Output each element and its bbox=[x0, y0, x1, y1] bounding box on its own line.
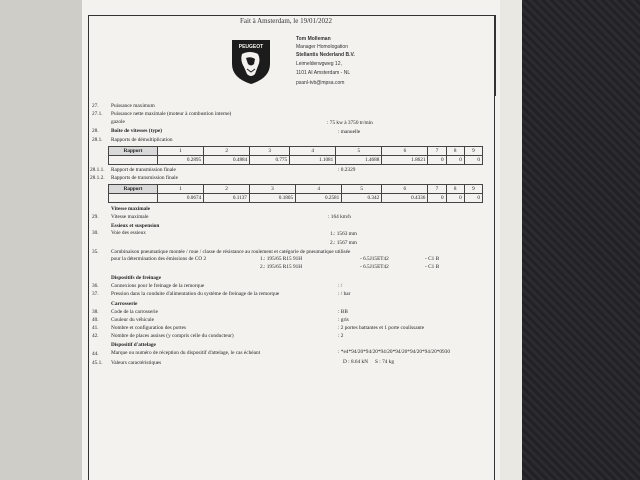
table-header-cell: 1 bbox=[158, 185, 204, 194]
contact-email: psanl-tvb@mpsa.com bbox=[296, 80, 345, 86]
section-heading: Dispositifs de freinage bbox=[111, 275, 161, 281]
row-value: : 75 kw à 3750 tr/min bbox=[327, 120, 373, 126]
table-header-cell: Rapport bbox=[109, 185, 158, 194]
table-cell: 1.4688 bbox=[336, 156, 382, 165]
table-header-cell: 6 bbox=[382, 147, 428, 156]
row-label: Nombre de places assises (y compris celle du conducteur) bbox=[111, 333, 234, 339]
row-value: 1.: 1563 mm bbox=[330, 231, 357, 237]
row-label: Rapport de transmission finale bbox=[111, 167, 176, 173]
section-heading: Carrosserie bbox=[111, 301, 138, 307]
row-num: 28. bbox=[92, 128, 99, 134]
tyre-class: - C1 B bbox=[425, 264, 440, 270]
row-value: : 0.2329 bbox=[338, 167, 356, 173]
row-num: 36. bbox=[92, 283, 99, 289]
section-heading: Essieux et suspension bbox=[111, 223, 160, 229]
table-header-cell: 5 bbox=[342, 185, 382, 194]
row-num: 28.1. bbox=[92, 137, 103, 143]
tyre-size: 1.: 195/65 R15 91H bbox=[260, 256, 303, 262]
row-label: Puissance nette maximale (moteur à combustion interne) bbox=[111, 111, 232, 117]
row-value: : / bar bbox=[338, 291, 351, 297]
row-label: Rapports de transmission finale bbox=[111, 175, 178, 181]
row-num: 27.1. bbox=[92, 111, 103, 117]
background-fabric bbox=[520, 0, 640, 480]
row-num: 41. bbox=[92, 325, 99, 331]
gear-ratio-table bbox=[108, 146, 483, 165]
row-label: Nombre et configuration des portes bbox=[111, 325, 187, 331]
table-cell: 0.1805 bbox=[249, 194, 295, 203]
section-heading: Vitesse maximale bbox=[111, 206, 151, 212]
table-cell: 1.1081 bbox=[290, 156, 336, 165]
row-num: 40. bbox=[92, 317, 99, 323]
table-header-cell: 3 bbox=[249, 185, 295, 194]
table-cell bbox=[109, 194, 158, 203]
row-label: Combinaison pneumatique montée / roue / classe de résistance au roulement et catégorie de pneumatique utilisée bbox=[111, 249, 351, 255]
tyre-size: 2.: 195/65 R15 91H bbox=[260, 264, 303, 270]
table-cell: 0.2581 bbox=[296, 194, 342, 203]
contact-role: Manager Homologation bbox=[296, 44, 348, 50]
table-header-cell: 6 bbox=[382, 185, 428, 194]
table-header-cell: 7 bbox=[428, 185, 446, 194]
row-value: 2.: 1567 mm bbox=[330, 240, 357, 246]
row-value: D : 8.64 kN bbox=[343, 359, 369, 365]
table-header-cell: 2 bbox=[204, 147, 250, 156]
table-cell: 0 bbox=[428, 194, 446, 203]
row-num: 38. bbox=[92, 309, 99, 315]
table-cell: 0.4336 bbox=[382, 194, 428, 203]
row-value: S : 74 kg bbox=[375, 359, 394, 365]
row-label: Valeurs caractéristiques bbox=[111, 360, 162, 366]
rim-size: - 6.5J15ET42 bbox=[360, 264, 389, 270]
row-label: gazole bbox=[111, 119, 125, 125]
row-label: Boîte de vitesses (type) bbox=[111, 128, 163, 134]
row-num: 28.1.1. bbox=[90, 167, 105, 173]
row-num: 27. bbox=[92, 103, 99, 109]
table-cell: 0.775 bbox=[250, 156, 290, 165]
row-value: : BB bbox=[338, 309, 348, 315]
background-left bbox=[0, 0, 82, 480]
table-header-cell: 4 bbox=[296, 185, 342, 194]
contact-company: Stellantis Nederland B.V. bbox=[296, 52, 355, 58]
row-num: 35. bbox=[92, 249, 99, 255]
logo-text: PEUGEOT bbox=[238, 44, 264, 50]
contact-city: 1101 AI Amsterdam - NL bbox=[296, 70, 351, 76]
row-label: Connexions pour le freinage de la remorque bbox=[111, 283, 205, 289]
row-label: Puissance maximum bbox=[111, 103, 155, 109]
row-num: 29. bbox=[92, 214, 99, 220]
row-value: : 164 km/h bbox=[328, 214, 351, 220]
final-drive-table bbox=[108, 184, 483, 203]
tyre-class: - C1 B bbox=[425, 256, 440, 262]
table-header-cell: 3 bbox=[250, 147, 290, 156]
table-cell: 1.8621 bbox=[382, 156, 428, 165]
row-value: : 2 portes battantes et 1 porte coulissante bbox=[338, 325, 425, 331]
row-value: : *e4*94/20*94/20*94/20*94/20*94/20*94/20*0930 bbox=[338, 349, 450, 355]
row-num: 44. bbox=[92, 351, 99, 357]
rim-size: - 6.5J15ET42 bbox=[360, 256, 389, 262]
table-header-cell: 4 bbox=[290, 147, 336, 156]
table-cell: 0 bbox=[464, 156, 482, 165]
paper-edge bbox=[500, 0, 522, 480]
row-num: 45.1. bbox=[92, 360, 103, 366]
row-value: : gris bbox=[338, 317, 349, 323]
contact-street: Leimelderwgweg 12, bbox=[296, 61, 342, 67]
table-header-cell: 8 bbox=[446, 185, 464, 194]
table-header-cell: Rapport bbox=[109, 147, 158, 156]
peugeot-lion-icon bbox=[228, 34, 274, 86]
table-header-cell: 9 bbox=[464, 185, 482, 194]
row-label: Rapports de démultiplication bbox=[111, 137, 173, 143]
table-cell: 0.2895 bbox=[158, 156, 204, 165]
table-cell: 0.342 bbox=[342, 194, 382, 203]
table-header-cell: 8 bbox=[446, 147, 464, 156]
contact-name: Tom Molleman bbox=[296, 36, 331, 42]
table-header-cell: 2 bbox=[204, 185, 250, 194]
row-label: Vitesse maximale bbox=[111, 214, 149, 220]
row-num: 37. bbox=[92, 291, 99, 297]
row-label: Code de la carrosserie bbox=[111, 309, 158, 315]
row-num: 28.1.2. bbox=[90, 175, 105, 181]
row-value: : / bbox=[338, 283, 343, 289]
row-label: Marque ou numéro de réception du dispositif d'attelage, le cas échéant bbox=[111, 350, 261, 356]
row-label: Couleur du véhicule bbox=[111, 317, 154, 323]
table-cell: 0 bbox=[446, 194, 464, 203]
row-label: pour la détermination des émissions de CO 2 bbox=[111, 256, 207, 262]
document-header-date: Fait à Amsterdam, le 19/01/2022 bbox=[240, 17, 332, 25]
table-cell bbox=[109, 156, 158, 165]
table-cell: 0.0674 bbox=[158, 194, 204, 203]
table-header-cell: 7 bbox=[428, 147, 446, 156]
table-cell: 0 bbox=[446, 156, 464, 165]
row-label: Pression dans la conduite d'alimentation du système de freinage de la remorque bbox=[111, 291, 280, 297]
table-header-cell: 1 bbox=[158, 147, 204, 156]
table-header-cell: 9 bbox=[464, 147, 482, 156]
table-header-cell: 5 bbox=[336, 147, 382, 156]
row-value: : manuelle bbox=[338, 129, 361, 135]
table-cell: 0.4884 bbox=[204, 156, 250, 165]
table-cell: 0 bbox=[428, 156, 446, 165]
section-heading: Dispositif d'attelage bbox=[111, 342, 156, 348]
row-num: 42. bbox=[92, 333, 99, 339]
row-num: 30. bbox=[92, 230, 99, 236]
table-cell: 0 bbox=[464, 194, 482, 203]
row-value: : 2 bbox=[338, 333, 344, 339]
row-label: Voie des essieux bbox=[111, 230, 146, 236]
frame-right-border bbox=[494, 15, 495, 480]
frame-left-border bbox=[88, 15, 89, 480]
header-frame bbox=[88, 15, 496, 96]
table-cell: 0.1137 bbox=[204, 194, 250, 203]
